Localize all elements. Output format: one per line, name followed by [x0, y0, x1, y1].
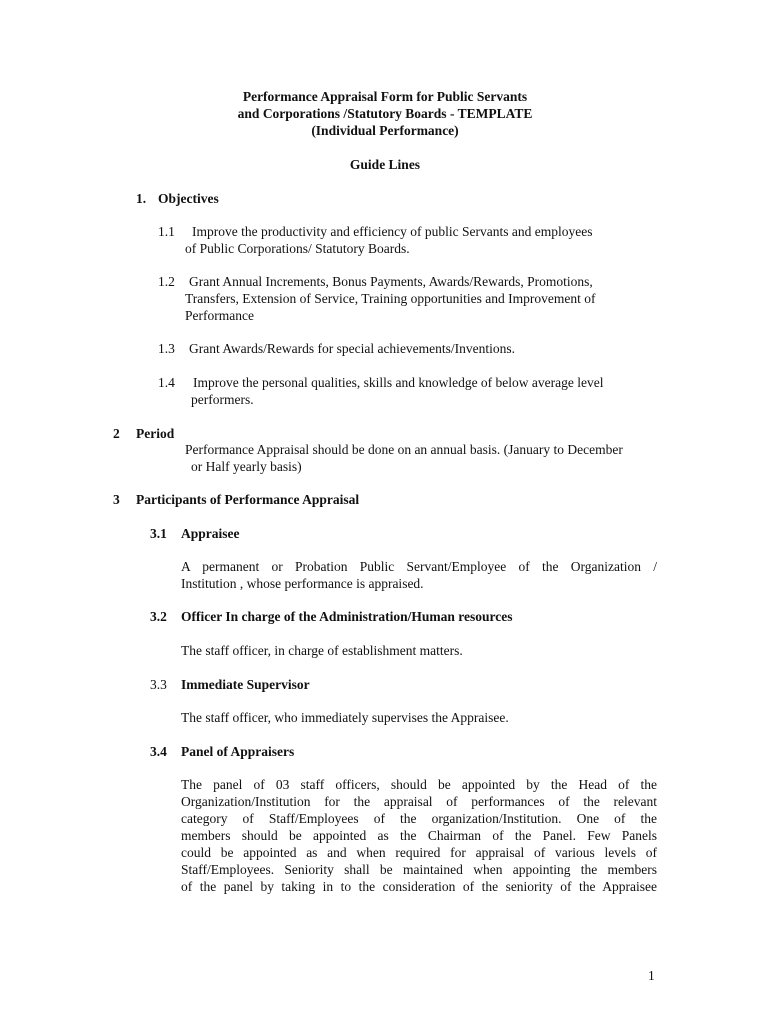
panel-line-6: Staff/Employees. Seniority shall be maintained when appointing the members: [181, 862, 657, 877]
sub-3-3-heading: Immediate Supervisor: [181, 677, 310, 692]
supervisor-line-1: The staff officer, who immediately supervises the Appraisee.: [181, 710, 509, 725]
item-1-1-line-1: Improve the productivity and efficiency of public Servants and employees: [192, 224, 593, 239]
sub-3-1-heading: Appraisee: [181, 526, 240, 541]
panel-line-2: Organization/Institution for the appraisal of performances of the relevant: [181, 794, 657, 809]
item-1-1-line-2: of Public Corporations/ Statutory Boards.: [185, 241, 410, 256]
item-1-3-number: 1.3: [158, 341, 175, 356]
item-1-4-number: 1.4: [158, 375, 175, 390]
panel-line-3: category of Staff/Employees of the organization/Institution. One of the: [181, 811, 657, 826]
panel-line-4: members should be appointed as the Chairman of the Panel. Few Panels: [181, 828, 657, 843]
item-1-4-line-2: performers.: [191, 392, 254, 407]
item-1-2-line-1: Grant Annual Increments, Bonus Payments, Awards/Rewards, Promotions,: [189, 274, 593, 289]
page-number: 1: [648, 968, 655, 983]
panel-line-7: of the panel by taking in to the consideration of the seniority of the Appraisee: [181, 879, 657, 894]
item-1-1-number: 1.1: [158, 224, 175, 239]
item-1-3-line-1: Grant Awards/Rewards for special achievements/Inventions.: [189, 341, 516, 356]
panel-line-5: could be appointed as and when required for appraisal of various levels of: [181, 845, 657, 860]
sub-3-3-number: 3.3: [150, 677, 167, 692]
period-line-2: or Half yearly basis): [191, 459, 302, 474]
sub-3-2-heading: Officer In charge of the Administration/Human resources: [181, 609, 513, 624]
section-3-heading: Participants of Performance Appraisal: [136, 492, 360, 507]
item-1-4-line-1: Improve the personal qualities, skills and knowledge of below average level: [193, 375, 604, 390]
sub-3-2-number: 3.2: [150, 609, 167, 624]
section-1-heading: Objectives: [158, 191, 219, 206]
admin-officer-line-1: The staff officer, in charge of establishment matters.: [181, 643, 463, 658]
guide-lines-heading: Guide Lines: [349, 157, 421, 172]
period-line-1: Performance Appraisal should be done on an annual basis. (January to December: [185, 442, 623, 457]
sub-3-4-number: 3.4: [150, 744, 167, 759]
title-line-3: (Individual Performance): [311, 123, 459, 138]
item-1-2-line-2: Transfers, Extension of Service, Training opportunities and Improvement of: [185, 291, 596, 306]
item-1-2-line-3: Performance: [185, 308, 254, 323]
item-1-2-number: 1.2: [158, 274, 175, 289]
panel-line-1: The panel of 03 staff officers, should be appointed by the Head of the: [181, 777, 657, 792]
section-2-heading: Period: [136, 426, 175, 441]
sub-3-1-number: 3.1: [150, 526, 167, 541]
title-line-1: Performance Appraisal Form for Public Servants: [242, 89, 528, 104]
appraisee-line-2: Institution , whose performance is appraised.: [181, 576, 424, 591]
section-2-number: 2: [113, 426, 120, 441]
sub-3-4-heading: Panel of Appraisers: [181, 744, 295, 759]
section-3-number: 3: [113, 492, 120, 507]
appraisee-line-1: A permanent or Probation Public Servant/Employee of the Organization /: [181, 559, 657, 574]
title-line-2: and Corporations /Statutory Boards - TEMPLATE: [237, 106, 533, 121]
section-1-number: 1.: [136, 191, 147, 206]
